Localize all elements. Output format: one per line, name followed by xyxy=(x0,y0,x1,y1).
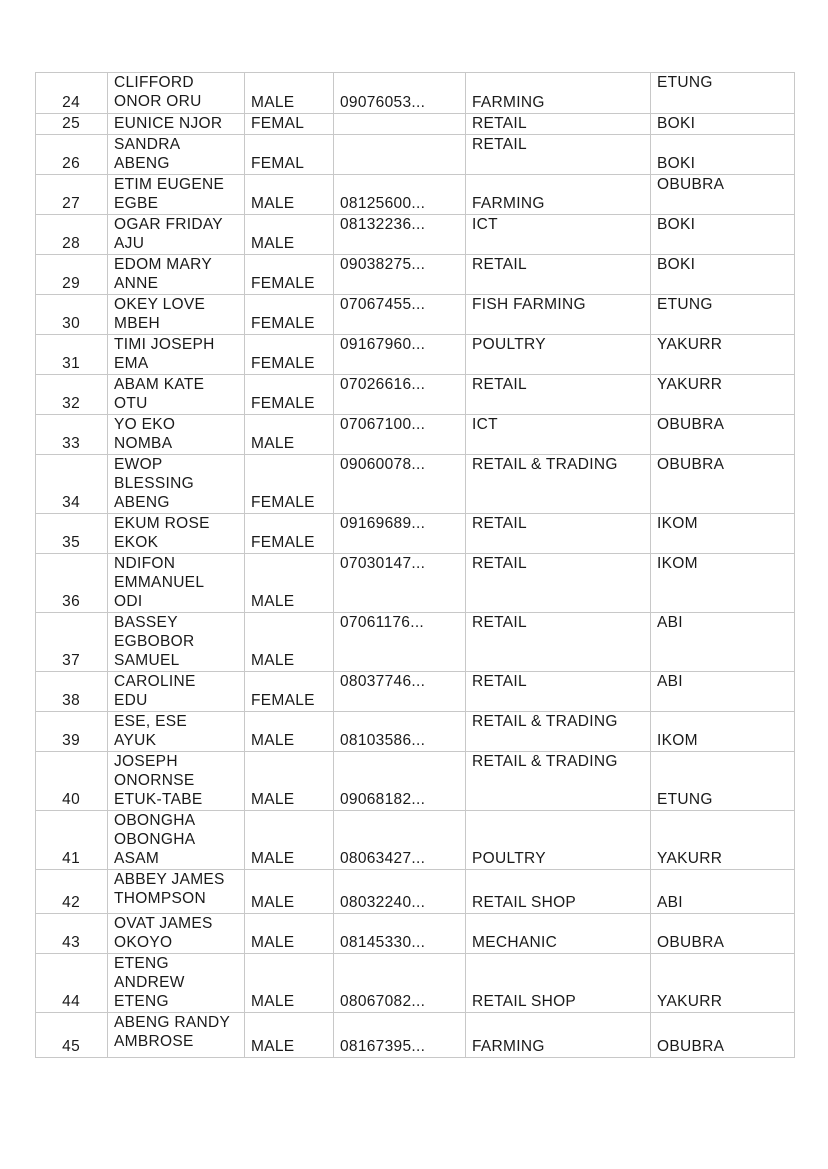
business-cell: POULTRY xyxy=(466,335,651,375)
name-line: AYUK xyxy=(114,732,157,749)
serial-number-cell: 38 xyxy=(36,672,108,712)
name-line: EDU xyxy=(114,692,148,709)
name-line: TIMI JOSEPH xyxy=(114,336,215,353)
name-line: EGBE xyxy=(114,195,159,212)
phone-cell: 09167960... xyxy=(334,335,466,375)
gender-cell: MALE xyxy=(245,954,334,1013)
serial-number-cell: 45 xyxy=(36,1013,108,1058)
table-row xyxy=(36,1013,795,1058)
table-row xyxy=(36,811,795,870)
serial-number-cell: 25 xyxy=(36,114,108,135)
phone-cell: 08103586... xyxy=(334,712,466,752)
business-cell: RETAIL xyxy=(466,672,651,712)
table-row xyxy=(36,613,795,672)
gender-cell: MALE xyxy=(245,752,334,811)
name-line: ABENG xyxy=(114,155,170,172)
name-line: YO EKO xyxy=(114,416,176,433)
business-cell: RETAIL xyxy=(466,114,651,135)
gender-cell: MALE xyxy=(245,914,334,954)
serial-number-cell: 28 xyxy=(36,215,108,255)
name-line: MBEH xyxy=(114,315,160,332)
phone-cell: 09060078... xyxy=(334,455,466,514)
business-cell: FARMING xyxy=(466,175,651,215)
serial-number-cell: 30 xyxy=(36,295,108,335)
name-cell xyxy=(108,415,245,455)
phone-cell: 09169689... xyxy=(334,514,466,554)
business-cell: FISH FARMING xyxy=(466,295,651,335)
business-cell: FARMING xyxy=(466,73,651,114)
phone-cell: 08125600... xyxy=(334,175,466,215)
table-body xyxy=(36,73,795,1058)
name-line: EDOM MARY xyxy=(114,256,213,273)
name-line: ABBEY JAMES xyxy=(114,871,225,888)
name-line: ASAM xyxy=(114,850,160,867)
phone-cell: 08167395... xyxy=(334,1013,466,1058)
name-cell xyxy=(108,215,245,255)
table-row xyxy=(36,954,795,1013)
name-cell xyxy=(108,954,245,1013)
gender-cell: FEMALE xyxy=(245,514,334,554)
serial-number-cell: 31 xyxy=(36,335,108,375)
lga-cell: YAKURR xyxy=(651,954,795,1013)
name-line: ANNE xyxy=(114,275,159,292)
name-line: EGBOBOR xyxy=(114,633,195,650)
lga-cell: IKOM xyxy=(651,712,795,752)
lga-cell: BOKI xyxy=(651,135,795,175)
phone-cell: 07061176... xyxy=(334,613,466,672)
serial-number-cell: 39 xyxy=(36,712,108,752)
name-cell xyxy=(108,295,245,335)
name-line: AMBROSE xyxy=(114,1033,194,1050)
serial-number-cell: 33 xyxy=(36,415,108,455)
name-cell xyxy=(108,870,245,914)
business-cell: RETAIL xyxy=(466,135,651,175)
table-row xyxy=(36,554,795,613)
gender-cell: MALE xyxy=(245,73,334,114)
serial-number-cell: 29 xyxy=(36,255,108,295)
phone-cell xyxy=(334,114,466,135)
name-line: ESE, ESE xyxy=(114,713,188,730)
name-line: EKOK xyxy=(114,534,159,551)
name-line: OKOYO xyxy=(114,934,173,951)
name-cell xyxy=(108,712,245,752)
table-row xyxy=(36,712,795,752)
phone-cell: 08032240... xyxy=(334,870,466,914)
name-line: EWOP xyxy=(114,456,163,473)
lga-cell: ABI xyxy=(651,613,795,672)
business-cell: MECHANIC xyxy=(466,914,651,954)
gender-cell: FEMALE xyxy=(245,672,334,712)
name-cell xyxy=(108,811,245,870)
business-cell: ICT xyxy=(466,415,651,455)
lga-cell: BOKI xyxy=(651,255,795,295)
phone-cell: 07030147... xyxy=(334,554,466,613)
name-line: EKUM ROSE xyxy=(114,515,210,532)
lga-cell: OBUBRA xyxy=(651,175,795,215)
serial-number-cell: 42 xyxy=(36,870,108,914)
name-line: AJU xyxy=(114,235,145,252)
gender-cell: MALE xyxy=(245,215,334,255)
name-cell xyxy=(108,175,245,215)
table-row xyxy=(36,73,795,114)
name-line: OTU xyxy=(114,395,148,412)
gender-cell: MALE xyxy=(245,613,334,672)
lga-cell: YAKURR xyxy=(651,335,795,375)
business-cell: RETAIL xyxy=(466,375,651,415)
name-cell xyxy=(108,135,245,175)
serial-number-cell: 43 xyxy=(36,914,108,954)
gender-cell: FEMAL xyxy=(245,114,334,135)
name-line: OGAR FRIDAY xyxy=(114,216,223,233)
name-line: ODI xyxy=(114,593,143,610)
phone-cell: 07067455... xyxy=(334,295,466,335)
gender-cell: FEMALE xyxy=(245,455,334,514)
name-line: THOMPSON xyxy=(114,890,206,907)
name-line: BASSEY xyxy=(114,614,178,631)
table-row xyxy=(36,375,795,415)
table-row xyxy=(36,514,795,554)
phone-cell xyxy=(334,135,466,175)
lga-cell: ETUNG xyxy=(651,295,795,335)
name-line: ETENG xyxy=(114,993,169,1010)
business-cell: RETAIL & TRADING xyxy=(466,455,651,514)
table-row xyxy=(36,114,795,135)
name-line: ANDREW xyxy=(114,974,185,991)
table-row xyxy=(36,255,795,295)
serial-number-cell: 37 xyxy=(36,613,108,672)
serial-number-cell: 34 xyxy=(36,455,108,514)
phone-cell: 07026616... xyxy=(334,375,466,415)
name-line: ABAM KATE xyxy=(114,376,205,393)
serial-number-cell: 36 xyxy=(36,554,108,613)
name-line: CAROLINE xyxy=(114,673,196,690)
serial-number-cell: 35 xyxy=(36,514,108,554)
business-cell: RETAIL xyxy=(466,255,651,295)
gender-cell: MALE xyxy=(245,811,334,870)
business-cell: RETAIL xyxy=(466,554,651,613)
name-cell xyxy=(108,255,245,295)
phone-cell: 08132236... xyxy=(334,215,466,255)
name-cell xyxy=(108,335,245,375)
lga-cell: YAKURR xyxy=(651,375,795,415)
name-cell xyxy=(108,554,245,613)
name-cell xyxy=(108,752,245,811)
name-line: OBONGHA xyxy=(114,831,196,848)
phone-cell: 08063427... xyxy=(334,811,466,870)
table-row xyxy=(36,455,795,514)
name-cell xyxy=(108,73,245,114)
name-line: ETUK-TABE xyxy=(114,791,203,808)
beneficiary-table xyxy=(35,72,795,1058)
table-row xyxy=(36,415,795,455)
table-row xyxy=(36,175,795,215)
name-line: ETIM EUGENE xyxy=(114,176,225,193)
name-cell xyxy=(108,914,245,954)
serial-number-cell: 27 xyxy=(36,175,108,215)
name-cell xyxy=(108,672,245,712)
name-line: ABENG RANDY xyxy=(114,1014,231,1031)
gender-cell: FEMALE xyxy=(245,335,334,375)
business-cell: RETAIL xyxy=(466,514,651,554)
table-row xyxy=(36,914,795,954)
phone-cell: 08037746... xyxy=(334,672,466,712)
phone-cell: 09076053... xyxy=(334,73,466,114)
name-line: OVAT JAMES xyxy=(114,915,213,932)
gender-cell: FEMALE xyxy=(245,295,334,335)
name-line: EMMANUEL xyxy=(114,574,205,591)
name-line: OBONGHA xyxy=(114,812,196,829)
table-row xyxy=(36,672,795,712)
name-line: NOMBA xyxy=(114,435,173,452)
table-row xyxy=(36,135,795,175)
gender-cell: FEMALE xyxy=(245,255,334,295)
name-line: SANDRA xyxy=(114,136,181,153)
name-line: ONORNSE xyxy=(114,772,195,789)
table-row xyxy=(36,870,795,914)
table-row xyxy=(36,335,795,375)
gender-cell: MALE xyxy=(245,870,334,914)
serial-number-cell: 44 xyxy=(36,954,108,1013)
table-row xyxy=(36,752,795,811)
phone-cell: 08145330... xyxy=(334,914,466,954)
business-cell: RETAIL & TRADING xyxy=(466,712,651,752)
serial-number-cell: 41 xyxy=(36,811,108,870)
name-cell xyxy=(108,455,245,514)
table-row xyxy=(36,295,795,335)
serial-number-cell: 40 xyxy=(36,752,108,811)
name-cell xyxy=(108,375,245,415)
gender-cell: MALE xyxy=(245,415,334,455)
phone-cell: 09038275... xyxy=(334,255,466,295)
gender-cell: MALE xyxy=(245,1013,334,1058)
gender-cell: MALE xyxy=(245,554,334,613)
lga-cell: BOKI xyxy=(651,114,795,135)
name-line: ONOR ORU xyxy=(114,93,202,110)
lga-cell: IKOM xyxy=(651,514,795,554)
name-line: EMA xyxy=(114,355,149,372)
name-cell xyxy=(108,1013,245,1058)
lga-cell: OBUBRA xyxy=(651,415,795,455)
lga-cell: ABI xyxy=(651,672,795,712)
serial-number-cell: 24 xyxy=(36,73,108,114)
lga-cell: YAKURR xyxy=(651,811,795,870)
business-cell: RETAIL SHOP xyxy=(466,954,651,1013)
name-line: EUNICE NJOR xyxy=(114,115,223,132)
lga-cell: IKOM xyxy=(651,554,795,613)
lga-cell: ETUNG xyxy=(651,73,795,114)
name-line: BLESSING xyxy=(114,475,194,492)
phone-cell: 08067082... xyxy=(334,954,466,1013)
name-line: NDIFON xyxy=(114,555,176,572)
name-line: ABENG xyxy=(114,494,170,511)
gender-cell: FEMALE xyxy=(245,375,334,415)
gender-cell: FEMAL xyxy=(245,135,334,175)
business-cell: RETAIL xyxy=(466,613,651,672)
lga-cell: OBUBRA xyxy=(651,914,795,954)
table-row xyxy=(36,215,795,255)
lga-cell: ABI xyxy=(651,870,795,914)
name-line: JOSEPH xyxy=(114,753,178,770)
lga-cell: OBUBRA xyxy=(651,1013,795,1058)
name-cell xyxy=(108,613,245,672)
gender-cell: MALE xyxy=(245,175,334,215)
business-cell: FARMING xyxy=(466,1013,651,1058)
business-cell: ICT xyxy=(466,215,651,255)
phone-cell: 09068182... xyxy=(334,752,466,811)
serial-number-cell: 26 xyxy=(36,135,108,175)
business-cell: POULTRY xyxy=(466,811,651,870)
lga-cell: OBUBRA xyxy=(651,455,795,514)
serial-number-cell: 32 xyxy=(36,375,108,415)
business-cell: RETAIL & TRADING xyxy=(466,752,651,811)
name-cell xyxy=(108,114,245,135)
lga-cell: ETUNG xyxy=(651,752,795,811)
name-line: CLIFFORD xyxy=(114,74,194,91)
name-line: OKEY LOVE xyxy=(114,296,206,313)
lga-cell: BOKI xyxy=(651,215,795,255)
name-line: SAMUEL xyxy=(114,652,180,669)
name-line: ETENG xyxy=(114,955,169,972)
phone-cell: 07067100... xyxy=(334,415,466,455)
business-cell: RETAIL SHOP xyxy=(466,870,651,914)
name-cell xyxy=(108,514,245,554)
gender-cell: MALE xyxy=(245,712,334,752)
